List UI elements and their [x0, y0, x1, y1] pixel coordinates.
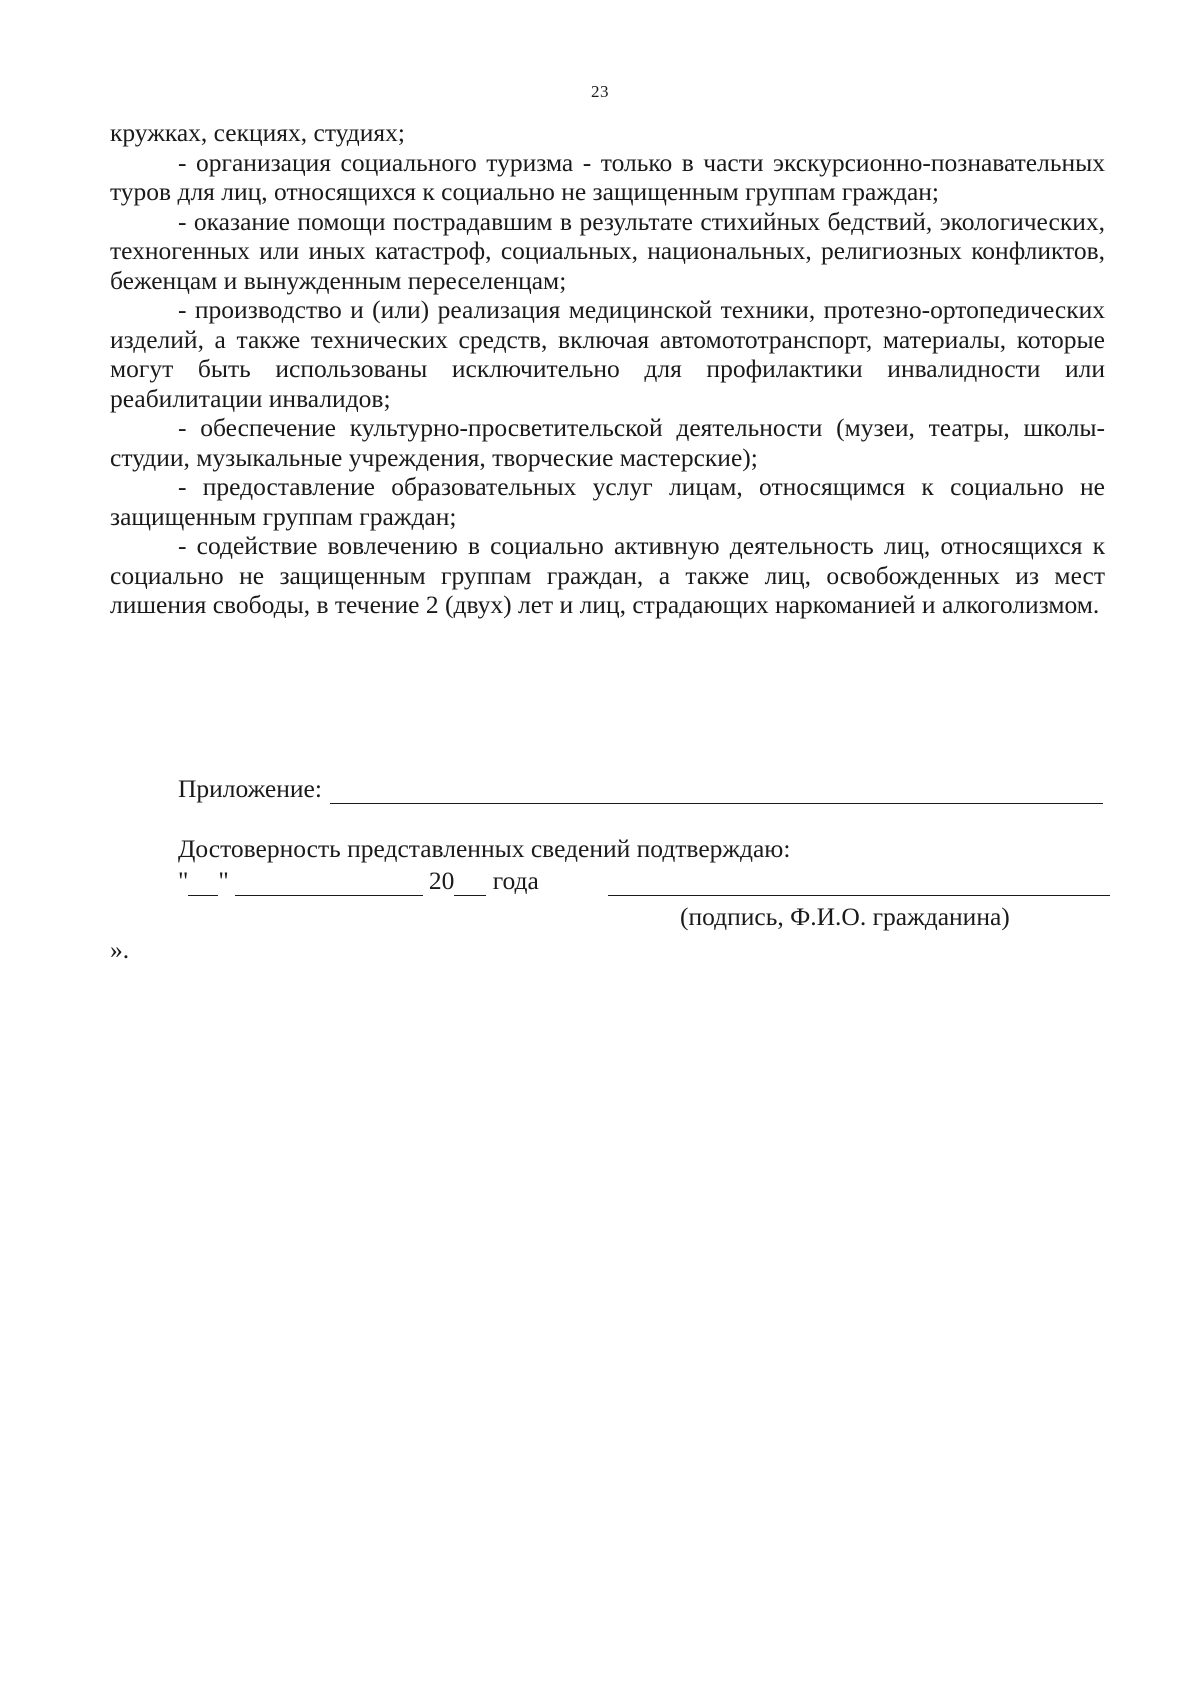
year-suffix: года	[486, 866, 539, 895]
page-number: 23	[591, 82, 609, 101]
date-quote-open: "	[178, 866, 189, 895]
paragraph-6: - содействие вовлечению в социально активную деятельность лиц, относящихся к социально не защищенным группам граждан, а также лиц, освобожденных из мест лишения свободы, в течение 2 (двух) лет и лиц, страдающих наркоманией и алкоголизмом.	[110, 531, 1105, 619]
paragraph-2: - оказание помощи пострадавшим в результате стихийных бедствий, экологических, техногенных или иных катастроф, социальных, национальных, религиозных конфликтов, беженцам и вынужденным переселенцам;	[110, 206, 1105, 295]
year-prefix: 20	[428, 866, 455, 895]
appendix-row	[178, 770, 1103, 804]
date-month-blank[interactable]	[235, 871, 423, 896]
paragraph-4: - обеспечение культурно-просветительской деятельности (музеи, театры, школы-студии, музыкальные учреждения, творческие мастерские);	[110, 413, 1105, 472]
paragraph-1: - организация социального туризма - только в части экскурсионно-познавательных туров для лиц, относящихся к социально не защищенным группам граждан;	[110, 147, 1105, 206]
paragraph-0: кружках, секциях, студиях;	[110, 118, 405, 147]
appendix-blank-line[interactable]	[330, 777, 1103, 804]
closing-quote-mark: ».	[110, 935, 130, 964]
date-row	[178, 866, 539, 896]
paragraph-3: - производство и (или) реализация медицинской техники, протезно-ортопедических изделий, а также технических средств, включая автомототранспорт, материалы, которые могут быть использованы исключительно для профилактики инвалидности или реабилитации инвалидов;	[110, 295, 1105, 413]
signature-line[interactable]	[608, 895, 1110, 896]
date-day-blank[interactable]	[188, 871, 218, 896]
appendix-label: Приложение:	[178, 774, 322, 803]
date-quote-close: "	[218, 866, 229, 895]
confirmation-statement: Достоверность представленных сведений подтверждаю:	[178, 834, 791, 863]
document-body	[110, 118, 1105, 620]
paragraph-5: - предоставление образовательных услуг лицам, относящимся к социально не защищенным группам граждан;	[110, 472, 1105, 531]
signature-caption: (подпись, Ф.И.О. гражданина)	[680, 902, 1010, 931]
date-year-blank[interactable]	[454, 871, 486, 896]
